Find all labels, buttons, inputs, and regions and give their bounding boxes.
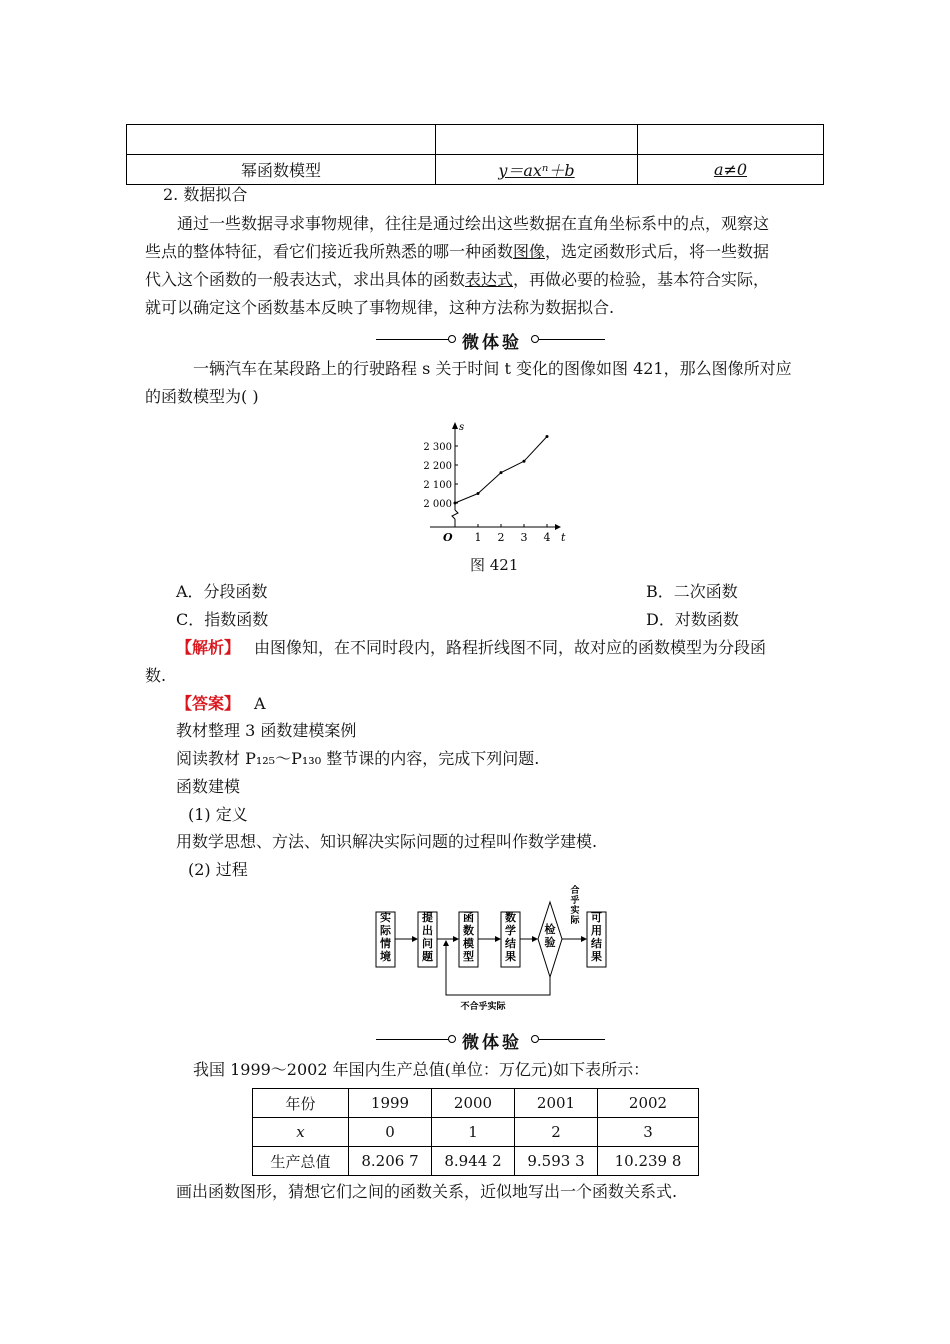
option-b: B．二次函数	[646, 582, 738, 601]
x-tick-label: 3	[520, 531, 528, 544]
y-axis-arrow	[452, 422, 458, 429]
x-tick-label: 4	[543, 531, 551, 544]
table-cell: 8.944 2	[432, 1147, 515, 1176]
paragraph-line: 就可以确定这个函数基本反映了事物规律，这种方法称为数据拟合.	[145, 298, 615, 317]
data-point	[500, 471, 503, 474]
option-d: D．对数函数	[646, 610, 739, 629]
question-intro: 我国 1999～2002 年国内生产总值(单位：万亿元)如下表所示：	[193, 1060, 650, 1079]
y-tick-label: 2 000	[423, 499, 452, 510]
distance-time-chart	[410, 420, 570, 550]
definition-text: 用数学思想、方法、知识解决实际问题的过程叫作数学建模.	[176, 832, 598, 851]
flow-box-usable-label: 可用结果	[591, 911, 602, 963]
subsection-heading: 函数建模	[176, 777, 241, 796]
series-segment	[524, 437, 547, 462]
data-point	[454, 502, 457, 505]
series-segment	[455, 494, 478, 504]
y-axis-label: s	[459, 422, 465, 433]
data-point	[523, 460, 526, 463]
table-cell	[436, 125, 638, 155]
x-axis-arrow	[555, 524, 561, 530]
y-tick-label: 2 100	[423, 480, 452, 491]
y-tick-label: 2 200	[423, 461, 452, 472]
flow-box-situation-label: 实际情境	[380, 911, 391, 963]
table-cell: x	[253, 1118, 349, 1147]
option-a: A．分段函数	[176, 582, 268, 601]
answer-text: A	[254, 694, 266, 713]
x-tick-label: 1	[474, 531, 482, 544]
paragraph-line: 代入这个函数的一般表达式，求出具体的函数表达式，再做必要的检验，基本符合实际，	[145, 270, 770, 289]
gdp-table	[252, 1088, 699, 1176]
x-axis-label: t	[561, 531, 566, 544]
analysis-text: 由图像知，在不同时段内，路程折线图不同，故对应的函数模型为分段函	[254, 638, 767, 657]
answer-line	[176, 694, 266, 714]
table-cell: 年份	[253, 1089, 349, 1118]
table-cell: 2	[515, 1118, 598, 1147]
flow-box-question-label: 提出问题	[422, 911, 433, 963]
data-point	[546, 435, 549, 438]
y-tick-label: 2 300	[423, 442, 452, 453]
figure-caption: 图 421	[470, 556, 519, 574]
analysis-line	[176, 638, 766, 658]
question-text: 画出函数图形，猜想它们之间的函数关系，近似地写出一个函数关系式.	[176, 1182, 678, 1201]
table-cell: 10.239 8	[598, 1147, 699, 1176]
process-label: (2) 过程	[188, 860, 248, 879]
banner-label: 微体验	[462, 333, 522, 353]
table-cell: 3	[598, 1118, 699, 1147]
table-cell: 1999	[349, 1089, 432, 1118]
flow-decision-label: 检验	[544, 923, 556, 949]
answer-tag: 【答案】	[176, 694, 241, 713]
paragraph-line: 通过一些数据寻求事物规律，往往是通过绘出这些数据在直角坐标系中的点，观察这	[177, 214, 770, 233]
banner-label: 微体验	[462, 1033, 522, 1053]
analysis-tag: 【解析】	[176, 638, 241, 657]
table-row	[253, 1147, 699, 1176]
flow-no-label: 不合乎实际	[460, 1002, 506, 1012]
section-title: 教材整理 3 函数建模案例	[176, 721, 357, 740]
flow-box-model-label: 函数模型	[463, 911, 474, 963]
model-name: 幂函数模型	[127, 155, 436, 185]
option-c: C．指数函数	[176, 610, 269, 629]
table-row	[253, 1118, 699, 1147]
series-segment	[501, 461, 524, 472]
table-cell: 生产总值	[253, 1147, 349, 1176]
paragraph-line: 些点的整体特征，看它们接近我所熟悉的哪一种函数图像，选定函数形式后，将一些数据	[145, 242, 770, 261]
flow-box-result-label: 数学结果	[505, 911, 516, 963]
x-tick-label: 2	[497, 531, 505, 544]
modeling-flowchart	[370, 885, 615, 1015]
table-cell: 8.206 7	[349, 1147, 432, 1176]
table-cell: 1	[432, 1118, 515, 1147]
question-line: 的函数模型为( )	[145, 387, 259, 406]
table-cell	[638, 125, 824, 155]
model-formula: y＝axⁿ＋b	[436, 155, 638, 185]
table-cell: 9.593 3	[515, 1147, 598, 1176]
section-heading: 2. 数据拟合	[163, 185, 248, 204]
underlined-term: 图像	[513, 242, 546, 261]
definition-label: (1) 定义	[188, 805, 248, 824]
model-condition: a≠0	[638, 155, 824, 185]
table-row	[127, 125, 824, 155]
flow-yes-label: 合乎实际	[570, 886, 580, 926]
table-row	[127, 155, 824, 185]
table-row	[253, 1089, 699, 1118]
data-point	[477, 492, 480, 495]
reading-instruction: 阅读教材 P₁₂₅～P₁₃₀ 整节课的内容，完成下列问题.	[176, 749, 540, 768]
table-cell: 2002	[598, 1089, 699, 1118]
origin-label: O	[443, 531, 453, 544]
underlined-term: 表达式	[465, 270, 514, 289]
model-table	[126, 124, 824, 185]
analysis-cont: 数.	[145, 666, 167, 685]
y-axis-break	[452, 510, 458, 519]
question-line: 一辆汽车在某段路上的行驶路程 s 关于时间 t 变化的图像如图 421，那么图像所对应	[193, 359, 792, 378]
table-cell: 2001	[515, 1089, 598, 1118]
table-cell: 2000	[432, 1089, 515, 1118]
series-segment	[478, 473, 501, 494]
table-cell: 0	[349, 1118, 432, 1147]
table-cell	[127, 125, 436, 155]
